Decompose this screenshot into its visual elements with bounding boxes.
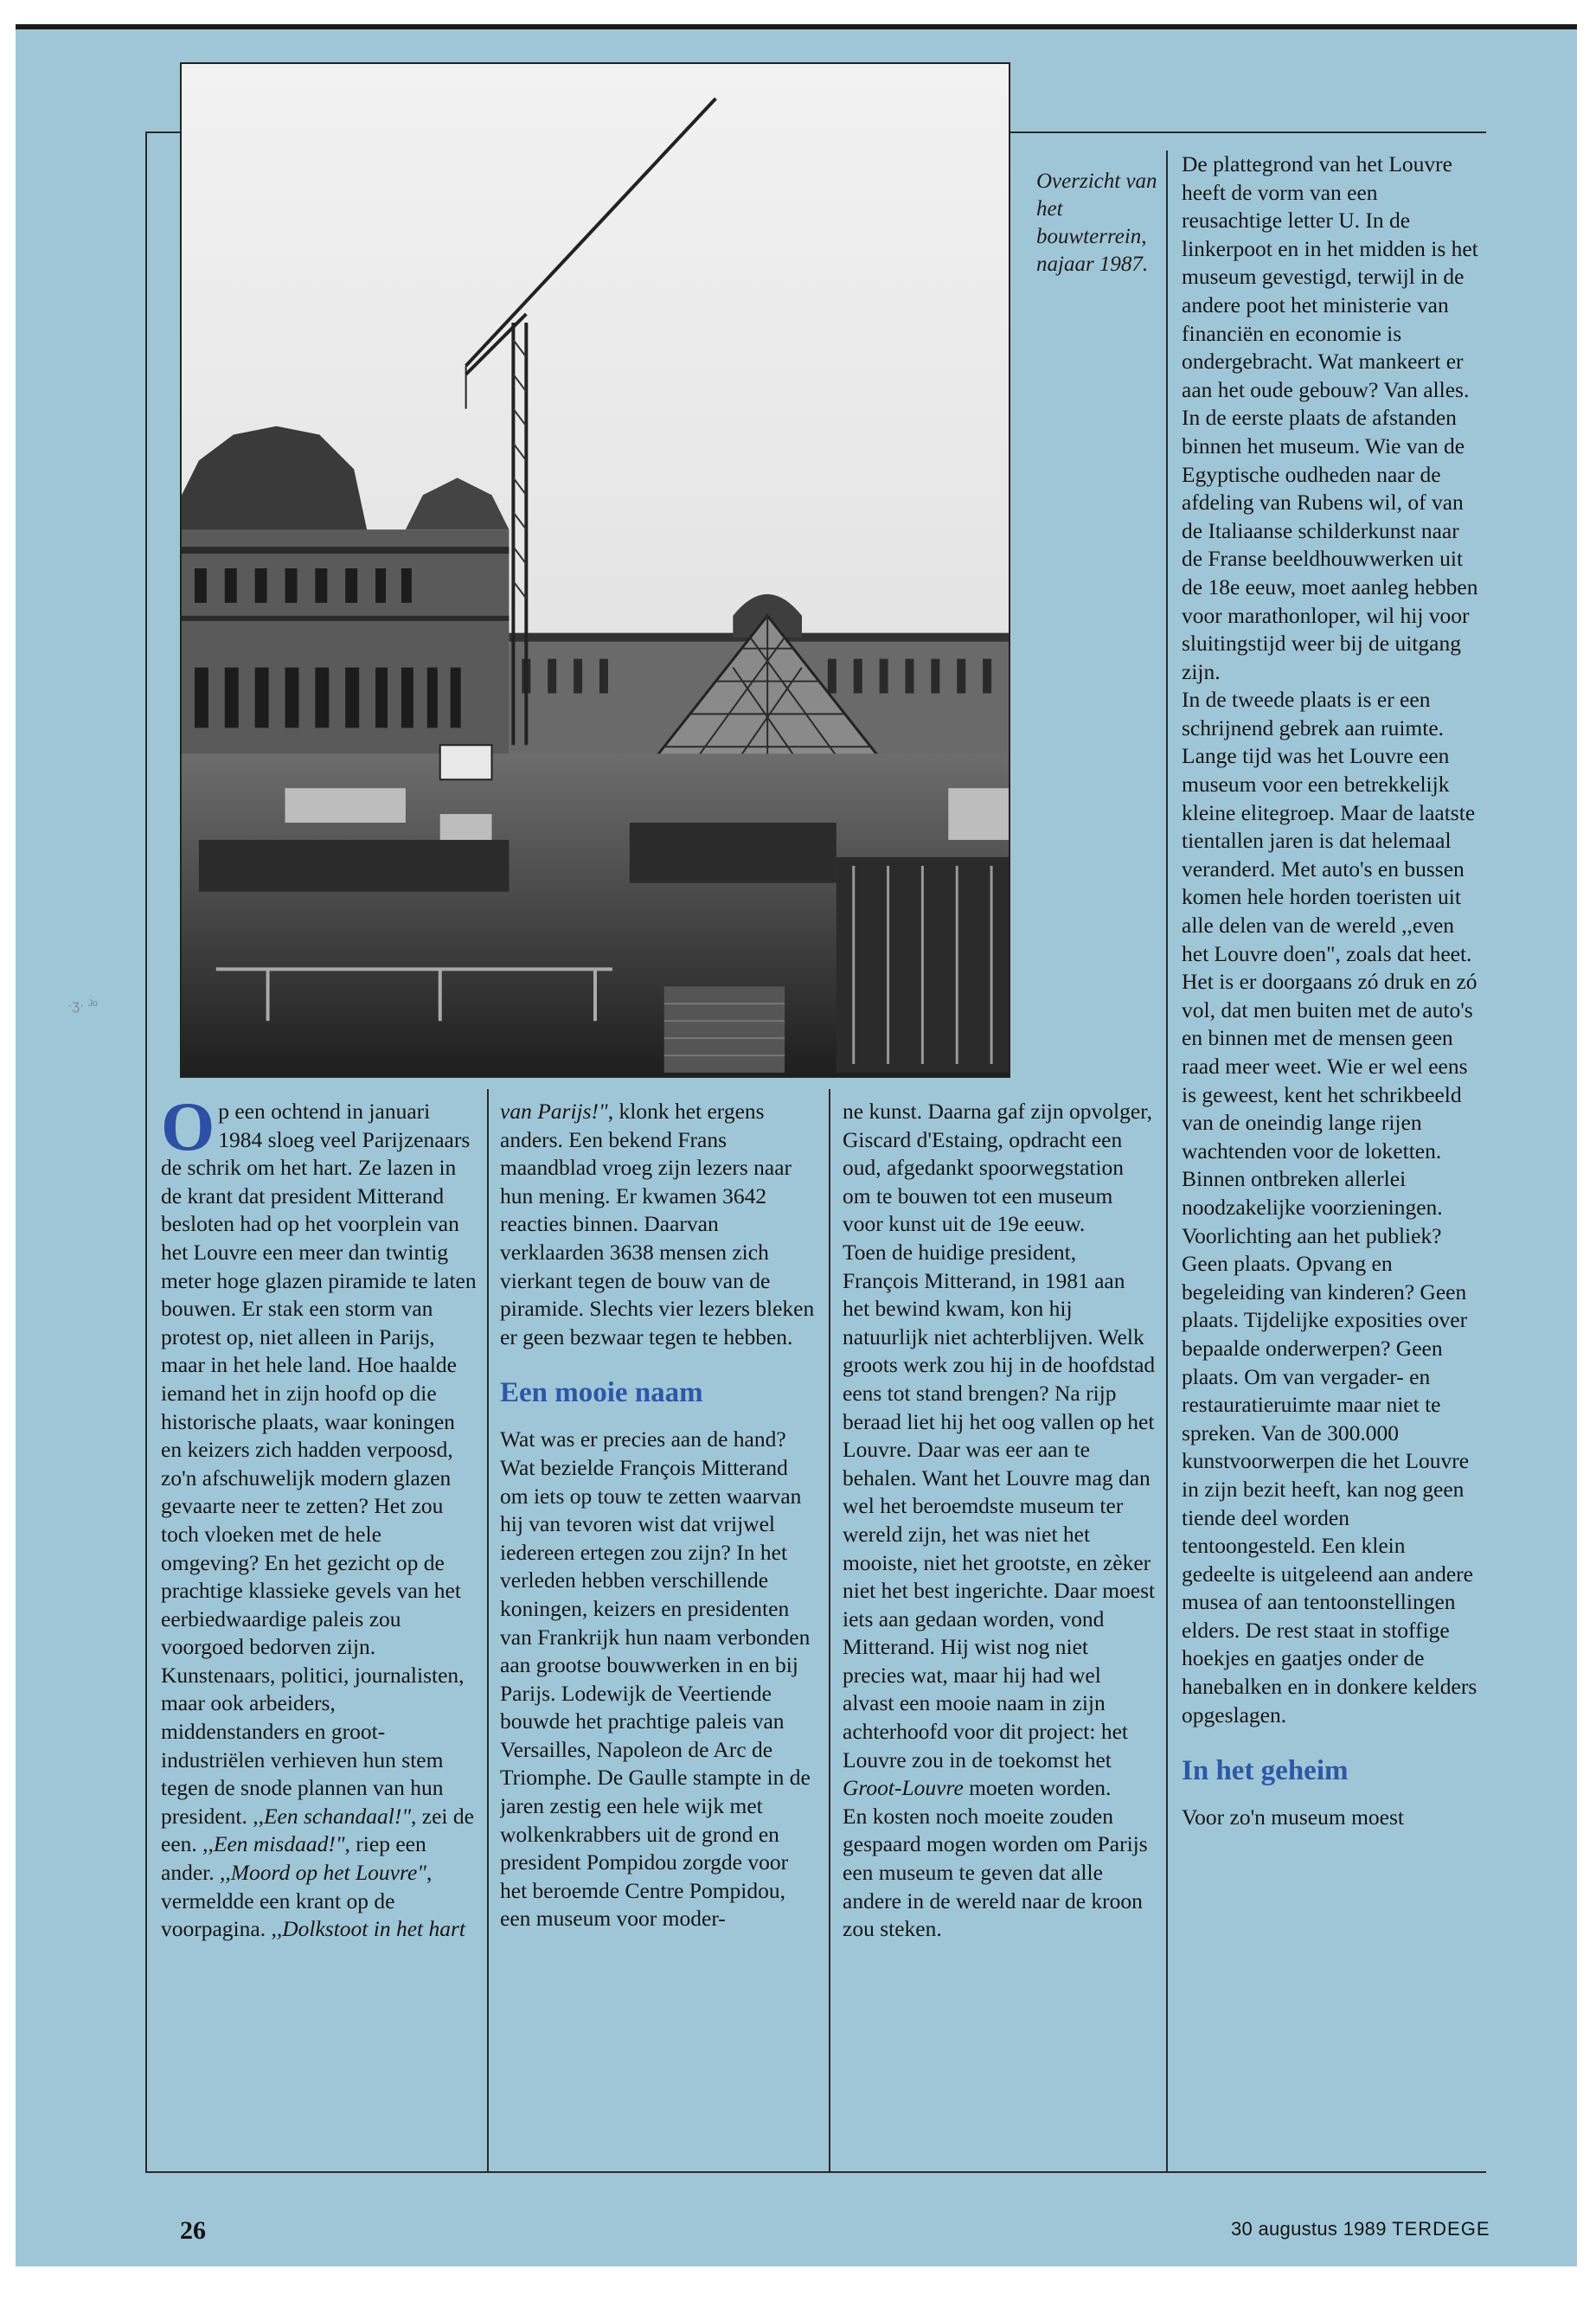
footer-magazine: TERDEGE — [1392, 2218, 1490, 2240]
column-3-text-3: moeten worden. — [963, 1775, 1112, 1801]
frame-rule-top-right — [1010, 131, 1486, 133]
subheading-in-het-geheim: In het geheim — [1182, 1755, 1349, 1787]
column-1-mid-2: , riep een ander. — [161, 1831, 426, 1886]
column-4-text-1: De plattegrond van het Louvre heeft de vorm van een reusachtige letter U. In de linkerpoot en in het midden is het museum gevestigd, terwijl in de andere poot het ministerie van financiën en economie is ondergebracht. Wat mankeert er aan het oude gebouw? Van alles. In de eerste plaats de afstanden binnen het museum. Wie van de Egyptische oudheden naar de afdeling van Rubens wil, of van de Italiaanse schilderkunst naar de Franse beeldhouwwerken uit de 18e eeuw, moet aanleg hebben voor marathonloper, wil hij voor sluitingstijd weer bij de uitgang zijn. — [1182, 151, 1478, 684]
louvre-construction-photo-icon — [182, 64, 1009, 1076]
page-footer — [1231, 2218, 1490, 2240]
article-column-3 — [843, 1098, 1156, 2170]
column-1-mid-1: , zei de een. — [161, 1803, 474, 1857]
frame-rule-bottom — [145, 2171, 1486, 2173]
dropcap-letter: O — [161, 1098, 215, 1165]
quote-dolkstoot-end: van Parijs!" — [500, 1099, 608, 1124]
column-1-mid-3: , vermeldde een krant op de voorpagina. — [161, 1860, 433, 1942]
column-divider-1 — [487, 1089, 489, 2171]
magazine-page — [16, 24, 1577, 2269]
quote-moord: ,,Moord op het Louvre" — [219, 1860, 426, 1886]
footer-date: 30 augustus 1989 — [1231, 2218, 1387, 2240]
frame-rule-left — [145, 131, 147, 2171]
column-2-text-2: Wat was er precies aan de hand? Wat bezielde François Mitterand om iets op touw te zetten waarvan hij van tevoren wist dat vrijwel iedereen ertegen zou zijn? In het verleden hebben verschillende koningen, keizers en presidenten van Frankrijk hun naam verbonden aan grootse bouwwerken in en bij Parijs. Lodewijk de Veertiende bouwde het prachtige paleis van Versailles, Napoleon de Arc de Triomphe. De Gaulle stampte in de jaren zestig een hele wijk met wolkenkrabbers uit de grond en president Pompidou zorgde voor het beroemde Centre Pompidou, een museum voor moder- — [500, 1426, 811, 1932]
scan-mark: ·ʒ· ᴶᵒ — [67, 998, 98, 1013]
column-3-text-1: ne kunst. Daarna gaf zijn opvolger, Giscard d'Estaing, opdracht een oud, afgedankt spoorwegstation om te bouwen tot een museum voor kunst uit de 19e eeuw. — [843, 1099, 1152, 1237]
scan-margin-top — [0, 0, 1596, 24]
article-column-1 — [161, 1098, 477, 2170]
column-divider-2 — [829, 1089, 830, 2171]
column-2-intro — [500, 1098, 818, 1351]
page-number: 26 — [180, 2216, 206, 2245]
subheading-een-mooie-naam: Een mooie naam — [500, 1377, 703, 1409]
column-3-text-2: Toen de huidige president, François Mitterand, in 1981 aan het bewind kwam, kon hij natuurlijk niet achterblijven. Welk groots werk zou hij in de hoofdstad eens tot stand brengen? Na rijp beraad liet hij het oog vallen op het Louvre. Daar was eer aan te behalen. Want het Louvre mag dan wel het beroemdste museum ter wereld zijn, het was niet het mooiste, niet het grootste, en zèker niet het best ingerichte. Daar moest iets aan gedaan worden, vond Mitterand. Hij wist nog niet precies wat, maar hij had wel alvast een mooie naam in zijn achterhoofd voor dit project: het Louvre zou in de toekomst het — [843, 1239, 1156, 1772]
photo-caption: Overzicht van het bouwterrein, najaar 1987. — [1036, 170, 1157, 276]
scan-margin-bottom — [0, 2266, 1596, 2301]
column-3-para-2 — [843, 1239, 1156, 1803]
quote-schandaal: ,,Een schandaal!" — [253, 1803, 412, 1829]
column-4-text-3: Voor zo'n museum moest — [1182, 1804, 1404, 1830]
article-column-4 — [1182, 151, 1480, 2170]
column-divider-3 — [1166, 151, 1168, 2171]
louvre-construction-photo — [180, 62, 1010, 1078]
quote-misdaad: ,,Een misdaad!" — [202, 1831, 345, 1857]
column-2-text-1: , klonk het ergens anders. Een bekend Frans maandblad vroeg zijn lezers naar hun mening. Er kwamen 3642 reacties binnen. Daarvan verklaarden 3638 mensen zich vierkant tegen de bouw van de piramide. Slechts vier lezers bleken er geen bezwaar tegen te hebben. — [500, 1099, 815, 1349]
groot-louvre-name: Groot-Louvre — [843, 1775, 964, 1801]
column-1-text: p een ochtend in januari 1984 sloeg veel Parijzenaars de schrik om het hart. Ze lazen in de krant dat president Mitterand besloten had op het voorplein van het Louvre een meer dan twintig meter hoge glazen piramide te laten bouwen. Er stak een storm van protest op, niet alleen in Parijs, maar in het hele land. Hoe haalde iemand het in zijn hoofd op die historische plaats, waar koningen en keizers zich hadden verpoosd, zo'n afschuwelijk modern glazen gevaarte neer te zetten? Het zou toch vloeken met de hele omgeving? En het gezicht op de prachtige klassieke gevels van het eerbiedwaardige paleis zou voorgoed bedorven zijn. Kunstenaars, politici, journalisten, maar ook arbeiders, middenstanders en groot-industriëlen verhieven hun stem tegen de snode plannen van hun president. — [161, 1099, 477, 1829]
quote-dolkstoot: ,,Dolkstoot in het hart — [271, 1916, 466, 1942]
article-column-2 — [500, 1098, 818, 2170]
column-4-text-2: In de tweede plaats is er een schrijnend gebrek aan ruimte. Lange tijd was het Louvre een museum voor een betrekkelijk kleine elitegroep. Maar de laatste tientallen jaren is dat helemaal veranderd. Met auto's en bussen komen hele horden toeristen uit alle delen van de wereld ,,even het Louvre doen", zoals dat heet. Het is er doorgaans zó druk en zó vol, dat men buiten met de auto's en binnen met de mensen geen raad meer weet. Wie er wel eens is geweest, kent het schrikbeeld van de oneindig lange rijen wachtenden voor de loketten. Binnen ontbreken allerlei noodzakelijke voorzieningen. Voorlichting aan het publiek? Geen plaats. Opvang en begeleiding van kinderen? Geen plaats. Tijdelijke exposities over bepaalde onderwerpen? Geen plaats. Om van vergader- en restauratieruimte maar niet te spreken. Van de 300.000 kunstvoorwerpen die het Louvre in zijn bezit heeft, kan nog geen tiende deel worden tentoongesteld. Een klein gedeelte is uitgeleend aan andere musea of aan tentoonstellingen elders. De rest staat in stoffige hoekjes en gaatjes onder de hanebalken en in donkere kelders opgeslagen. — [1182, 687, 1477, 1727]
column-3-text-4: En kosten noch moeite zouden gespaard mogen worden om Parijs een museum te geven dat alle andere in de wereld naar de kroon zou steken. — [843, 1803, 1148, 1942]
frame-rule-top-left — [145, 131, 180, 133]
